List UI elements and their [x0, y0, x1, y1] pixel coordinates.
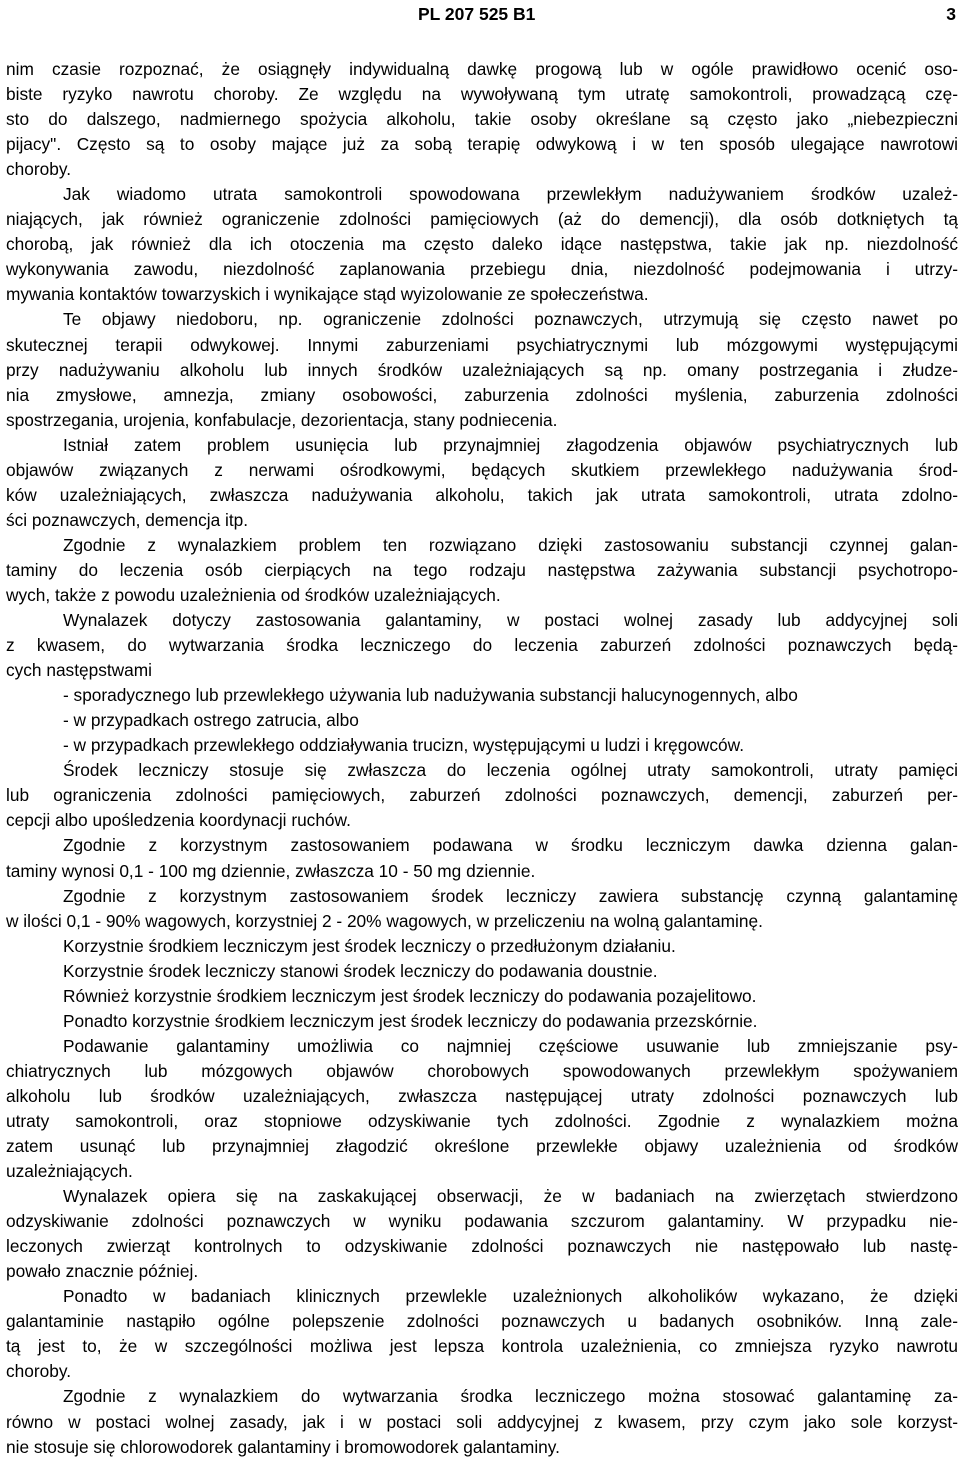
text-line: galantaminie nastąpiło ogólne polepszenie zdolności poznawczych u badanych osobników. Inną zale- — [6, 1311, 958, 1332]
text-line: choroby. — [6, 159, 71, 180]
text-line: Ponadto korzystnie środkiem leczniczym jest środek leczniczy do podawania przezskórnie. — [63, 1010, 758, 1031]
text-line: Zgodnie z korzystnym zastosowaniem podawana w środku leczniczym dawka dzienna galan- — [63, 835, 958, 856]
text-line: Korzystnie środek leczniczy stanowi środek leczniczy do podawania doustnie. — [63, 960, 658, 981]
text-line: Te objawy niedoboru, np. ograniczenie zdolności poznawczych, utrzymują się często nawet po — [63, 309, 958, 330]
text-line: powało znacznie później. — [6, 1261, 199, 1282]
text-line: alkoholu lub środków uzależniających, zwłaszcza następującej utraty zdolności poznawczych lub — [6, 1085, 958, 1106]
text-line: Zgodnie z wynalazkiem problem ten rozwiązano dzięki zastosowaniu substancji czynnej galan- — [63, 534, 958, 555]
text-line: ków uzależniających, zwłaszcza nadużywania alkoholu, takich jak utrata samokontroli, utrata zdolno- — [6, 484, 958, 505]
text-line: chiatrycznych lub mózgowych objawów chorobowych spowodowanych przewlekłym spożywaniem — [6, 1060, 958, 1081]
text-line: w ilości 0,1 - 90% wagowych, korzystniej 2 - 20% wagowych, w przeliczeniu na wolną galantaminę. — [6, 910, 763, 931]
text-line: objawów związanych z nerwami ośrodkowymi, będących skutkiem przewlekłego nadużywania środ- — [6, 459, 958, 480]
page-header — [0, 2, 958, 26]
text-line: zatem usunąć lub przynajmniej złagodzić określone przewlekłe objawy uzależnienia od środków — [6, 1136, 958, 1157]
text-line: cepcji albo upośledzenia koordynacji ruchów. — [6, 810, 351, 831]
text-line: lub ograniczenia zdolności pamięciowych, zaburzeń zdolności poznawczych, demencji, zaburzeń per- — [6, 785, 958, 806]
text-line: tą jest to, że w szczególności możliwa jest lepsza kontrola uzależnienia, co zmniejsza ryzyko nawrotu — [6, 1336, 958, 1357]
text-line: Ponadto w badaniach klinicznych przewlekle uzależnionych alkoholików wykazano, że dzięki — [63, 1286, 958, 1307]
text-line: mywania kontaktów towarzyskich i wynikające stąd wyizolowanie ze społeczeństwa. — [6, 284, 649, 305]
text-line: Środek leczniczy stosuje się zwłaszcza do leczenia ogólnej utraty samokontroli, utraty pamięci — [63, 760, 958, 781]
text-line: choroby. — [6, 1361, 71, 1382]
text-line: Podawanie galantaminy umożliwia co najmniej częściowe usuwanie lub zmniejszanie psy- — [63, 1035, 958, 1056]
text-line: Korzystnie środkiem leczniczym jest środek leczniczy o przedłużonym działaniu. — [63, 935, 676, 956]
text-line: sto do dalszego, nadmiernego spożycia alkoholu, takie osoby określane są często jako „niebezpieczni — [6, 109, 958, 130]
text-line: cych następstwami — [6, 660, 152, 681]
body-text — [6, 57, 958, 1460]
text-line: biste ryzyko nawrotu choroby. Ze względu na wywoływaną tym utratę samokontroli, prowadzącą czę- — [6, 84, 958, 105]
text-line: Również korzystnie środkiem leczniczym jest środek leczniczy do podawania pozajelitowo. — [63, 985, 757, 1006]
text-line: nim czasie rozpoznać, że osiągnęły indywidualną dawkę progową lub w ogóle prawidłowo ocenić oso- — [6, 59, 958, 79]
text-line: równo w postaci wolnej zasady, jak i w postaci soli addycyjnej z kwasem, przy czym jako sole korzyst- — [6, 1411, 958, 1432]
list-item: - w przypadkach ostrego zatrucia, albo — [63, 710, 359, 731]
text-line: Zgodnie z wynalazkiem do wytwarzania środka leczniczego można stosować galantaminę za- — [63, 1386, 958, 1407]
text-line: wych, także z powodu uzależnienia od środków uzależniających. — [6, 584, 501, 605]
text-line: z kwasem, do wytwarzania środka leczniczego do leczenia zaburzeń zdolności poznawczych będą- — [6, 635, 958, 656]
text-line: niających, jak również ograniczenie zdolności pamięciowych (aż do demencji), dla osób dotkniętych tą — [6, 209, 958, 230]
text-line: Wynalazek opiera się na zaskakującej obserwacji, że w badaniach na zwierzętach stwierdzono — [63, 1186, 958, 1207]
text-line: skutecznej terapii odwykowej. Innymi zaburzeniami psychiatrycznymi lub mózgowymi występującymi — [6, 334, 958, 355]
text-line: taminy do leczenia osób cierpiących na tego rodzaju następstwa zażywania substancji psychotropo- — [6, 559, 958, 580]
text-line: spostrzegania, urojenia, konfabulacje, dezorientacja, stany podniecenia. — [6, 409, 558, 430]
text-line: uzależniających. — [6, 1161, 133, 1182]
text-line: leczonych zwierząt kontrolnych to odzyskiwanie zdolności poznawczych nie następowało lub nastę- — [6, 1236, 958, 1257]
list-item: - w przypadkach przewlekłego oddziaływania trucizn, występującymi u ludzi i kręgowców. — [63, 735, 744, 756]
text-line: odzyskiwanie zdolności poznawczych w wyniku podawania szczurom galantaminy. W przypadku nie- — [6, 1211, 958, 1232]
text-line: Jak wiadomo utrata samokontroli spowodowana przewlekłym nadużywaniem środków uzależ- — [63, 184, 958, 205]
text-line: utraty samokontroli, oraz stopniowe odzyskiwanie tych zdolności. Zgodnie z wynalazkiem można — [6, 1110, 958, 1131]
page-number: 3 — [946, 4, 956, 24]
text-line: nie stosuje się chlorowodorek galantaminy i bromowodorek galantaminy. — [6, 1436, 560, 1457]
text-line: Wynalazek dotyczy zastosowania galantaminy, w postaci wolnej zasady lub addycyjnej soli — [63, 610, 958, 631]
text-line: pijacy". Często są to osoby mające już za sobą terapię odwykową i w ten sposób ulegające nawrotowi — [6, 134, 958, 155]
list-item: - sporadycznego lub przewlekłego używania lub nadużywania substancji halucynogennych, albo — [63, 685, 798, 706]
text-line: wykonywania zawodu, niezdolność zaplanowania przebiegu dnia, niezdolność podejmowania i utrzy- — [6, 259, 958, 280]
text-line: przy nadużywaniu alkoholu lub innych środków uzależniających są np. omany postrzegania i złudze- — [6, 359, 958, 380]
text-line: ści poznawczych, demencja itp. — [6, 509, 249, 530]
text-line: Istniał zatem problem usunięcia lub przynajmniej złagodzenia objawów psychiatrycznych lub — [63, 434, 958, 455]
document-id: PL 207 525 B1 — [418, 4, 536, 24]
text-line: taminy wynosi 0,1 - 100 mg dziennie, zwłaszcza 10 - 50 mg dziennie. — [6, 860, 536, 881]
text-line: Zgodnie z korzystnym zastosowaniem środek leczniczy zawiera substancję czynną galantaminę — [63, 885, 958, 906]
text-line: nia zmysłowe, amnezja, zmiany osobowości, zaburzenia zdolności myślenia, zaburzenia zdolności — [6, 384, 958, 405]
text-line: chorobą, jak również dla ich otoczenia ma często daleko idące następstwa, takie jak np. niezdolność — [6, 234, 958, 255]
